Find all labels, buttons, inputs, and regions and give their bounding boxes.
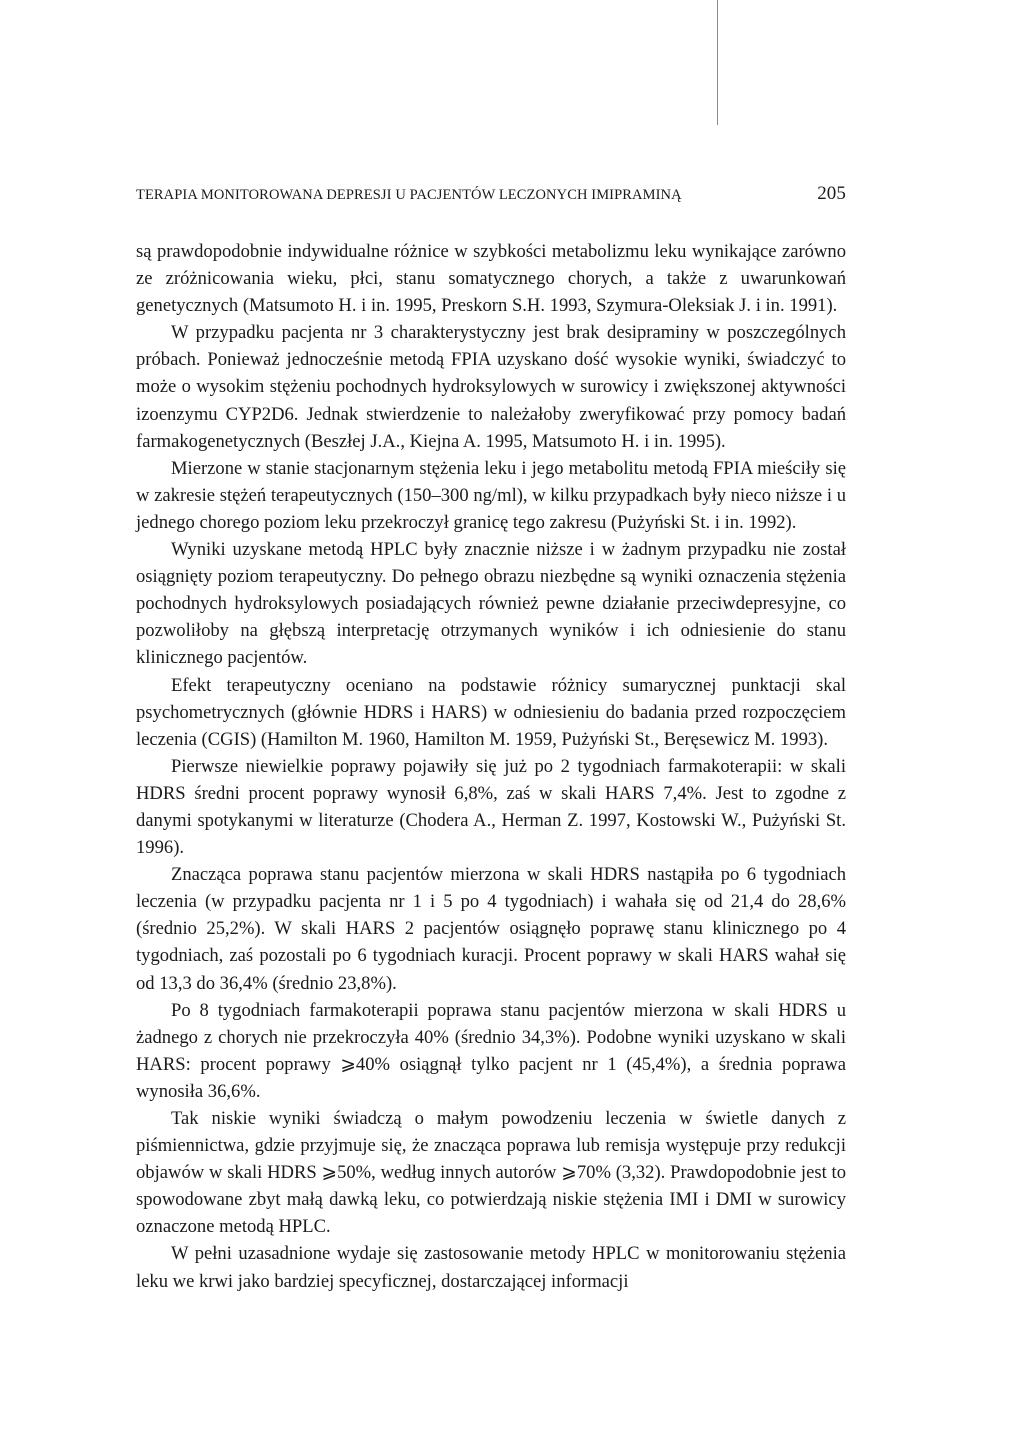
document-page [136, 183, 846, 1295]
paragraph-continued: są prawdopodobnie indywidualne różnice w szybkości metabolizmu leku wynikające zarówno ze zróżnicowania wieku, płci, stanu somatycznego chorych, a także z uwarunkowań genetycznych (Matsumoto H. i in. 1995, Preskorn S.H. 1993, Szymura-Oleksiak J. i in. 1991). [136, 241, 846, 317]
scan-artifact-line [717, 0, 718, 125]
paragraph: Efekt terapeutyczny oceniano na podstawie różnicy sumarycznej punktacji skal psychometrycznych (głównie HDRS i HARS) w odniesieniu do badania przed rozpoczęciem leczenia (CGIS) (Hamilton M. 1960, Hamilton M. 1959, Pużyński St., Beręsewicz M. 1993). [136, 674, 846, 750]
paragraph: Tak niskie wyniki świadczą o małym powodzeniu leczenia w świetle danych z piśmiennictwa, gdzie przyjmuje się, że znacząca poprawa lub remisja występuje przy redukcji objawów w skali HDRS ⩾50%, według innych autorów ⩾70% (3,32). Prawdopodobnie jest to spowodowane zbyt małą dawką leku, co potwierdzają niskie stężenia IMI i DMI w surowicy oznaczone metodą HPLC. [136, 1108, 846, 1238]
running-head: TERAPIA MONITOROWANA DEPRESJI U PACJENTÓW LECZONYCH IMIPRAMINĄ [136, 187, 682, 203]
paragraph: Po 8 tygodniach farmakoterapii poprawa stanu pacjentów mierzona w skali HDRS u żadnego z chorych nie przekroczyła 40% (średnio 34,3%). Podobne wyniki uzyskano w skali HARS: procent poprawy ⩾40% osiągnął tylko pacjent nr 1 (45,4%), a średnia poprawa wynosiła 36,6%. [136, 999, 846, 1102]
body-text [136, 238, 846, 1295]
paragraph: Mierzone w stanie stacjonarnym stężenia leku i jego metabolitu metodą FPIA mieściły się w zakresie stężeń terapeutycznych (150–300 ng/ml), w kilku przypadkach były nieco niższe i u jednego chorego poziom leku przekroczył granicę tego zakresu (Pużyński St. i in. 1992). [136, 457, 846, 533]
page-number: 205 [817, 183, 846, 204]
paragraph: Znacząca poprawa stanu pacjentów mierzona w skali HDRS nastąpiła po 6 tygodniach leczenia (w przypadku pacjenta nr 1 i 5 po 4 tygodniach) i wahała się od 21,4 do 28,6% (średnio 25,2%). W skali HARS 2 pacjentów osiągnęło poprawę stanu klinicznego po 4 tygodniach, zaś pozostali po 6 tygodniach kuracji. Procent poprawy w skali HARS wahał się od 13,3 do 36,4% (średnio 23,8%). [136, 864, 846, 994]
paragraph: Wyniki uzyskane metodą HPLC były znacznie niższe i w żadnym przypadku nie został osiągnięty poziom terapeutyczny. Do pełnego obrazu niezbędne są wyniki oznaczenia stężenia pochodnych hydroksylowych posiadających również pewne działanie przeciwdepresyjne, co pozwoliłoby na głębszą interpretację otrzymanych wyników i ich odniesienie do stanu klinicznego pacjentów. [136, 539, 846, 669]
page-header [136, 183, 846, 213]
paragraph: W przypadku pacjenta nr 3 charakterystyczny jest brak desipraminy w poszczególnych próbach. Ponieważ jednocześnie metodą FPIA uzyskano dość wysokie wyniki, świadczyć to może o wysokim stężeniu pochodnych hydroksylowych w surowicy i zwiększonej aktywności izoenzymu CYP2D6. Jednak stwierdzenie to należałoby zweryfikować przy pomocy badań farmakogenetycznych (Beszłej J.A., Kiejna A. 1995, Matsumoto H. i in. 1995). [136, 322, 846, 452]
paragraph: Pierwsze niewielkie poprawy pojawiły się już po 2 tygodniach farmakoterapii: w skali HDRS średni procent poprawy wynosił 6,8%, zaś w skali HARS 7,4%. Jest to zgodne z danymi spotykanymi w literaturze (Chodera A., Herman Z. 1997, Kostowski W., Pużyński St. 1996). [136, 755, 846, 859]
paragraph-last: W pełni uzasadnione wydaje się zastosowanie metody HPLC w monitorowaniu stężenia leku we krwi jako bardziej specyficznej, dostarczającej informacji [136, 1243, 846, 1292]
